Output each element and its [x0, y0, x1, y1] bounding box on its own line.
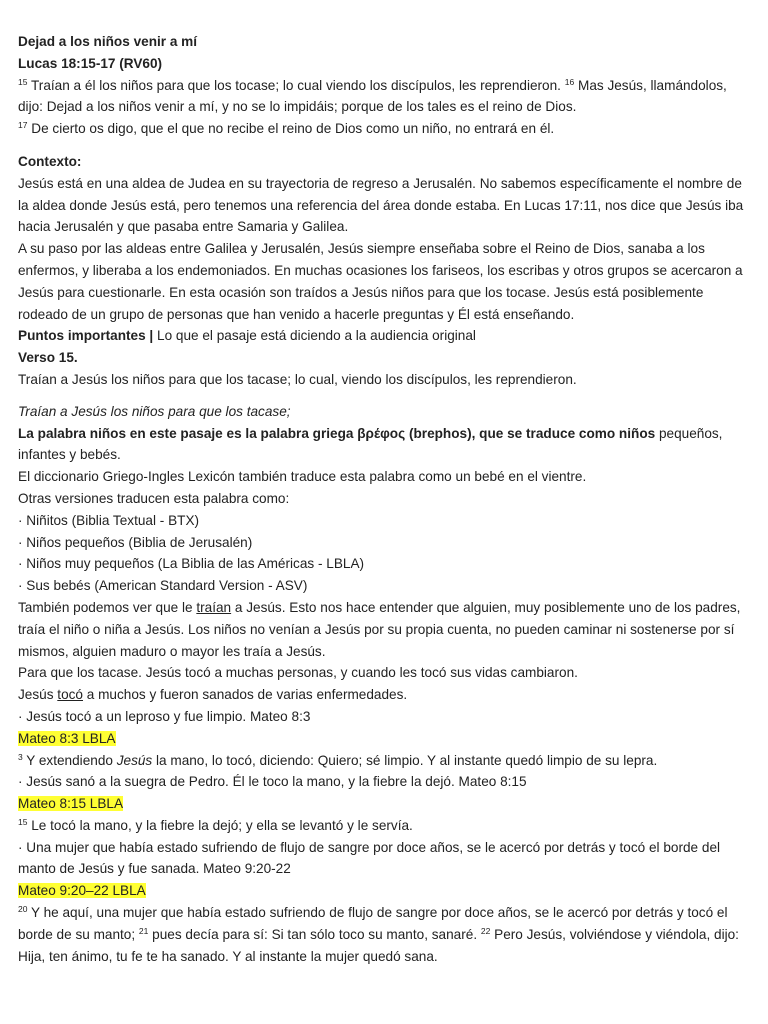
verse-number: 15 [18, 76, 28, 87]
verse-number: 15 [18, 816, 28, 827]
example-item: · Una mujer que había estado sufriendo de flujo de sangre por doce años, se le acercó por detrás y tocó el borde del manto de Jesús y fue sanada. Mateo 9:20-22 [18, 839, 721, 877]
document-title: Dejad a los niños venir a mí [18, 34, 198, 49]
greek-word-rest: pequeños, infantes y bebés. [18, 425, 723, 463]
example-verse [18, 902, 753, 967]
reference-highlight: Mateo 9:20–22 LBLA [18, 883, 146, 899]
scripture-passage [18, 75, 753, 140]
verse15-text: Traían a Jesús los niños para que los tacase; lo cual, viendo los discípulos, les reprendieron. [18, 371, 577, 387]
reference-highlight: Mateo 8:15 LBLA [18, 796, 124, 812]
points-description: Lo que el pasaje está diciendo a la audiencia original [153, 328, 476, 344]
verse-text-italic: Jesús [116, 752, 153, 768]
example-verse [18, 750, 753, 772]
highlighted-reference [18, 880, 753, 902]
highlighted-reference [18, 793, 753, 815]
greek-word-bold: La palabra niños en este pasaje es la palabra griega βρέφος (brephos), que se traduce como niños [18, 425, 656, 441]
verse-text: De cierto os digo, que el que no recibe el reino de Dios como un niño, no entrará en él. [27, 121, 555, 137]
verse-text: Y extendiendo [22, 752, 117, 768]
example-item: · Jesús tocó a un leproso y fue limpio. Mateo 8:3 [18, 708, 311, 724]
verse-number: 22 [480, 925, 491, 936]
version-item: · Sus bebés (American Standard Version - ASV) [18, 578, 308, 594]
text-run: Jesús [18, 687, 58, 703]
verse-number: 3 [18, 751, 23, 762]
text-run: a Jesús. Esto nos hace entender que alguien, muy posiblemente uno de los padres, traía el niño o niña a Jesús. Los niños no venían a Jesús por su propia cuenta, no pueden caminar ni sostenerse por sí mismos, alguien maduro o mayor les traía a Jesús. [18, 599, 741, 659]
underlined-word: traían [196, 599, 232, 615]
traian-paragraph [18, 597, 753, 662]
verse-text: Le tocó la mano, y la fiebre la dejó; y ella se levantó y le servía. [27, 817, 413, 833]
document-page [18, 31, 753, 967]
greek-word-paragraph [18, 423, 753, 467]
verse-quote: Traían a Jesús los niños para que los tacase; [18, 403, 291, 419]
points-line [18, 325, 753, 347]
example-item: · Jesús sanó a la suegra de Pedro. Él le toco la mano, y la fiebre la dejó. Mateo 8:15 [18, 774, 527, 790]
lexicon-paragraph: El diccionario Griego-Ingles Lexicón también traduce esta palabra como un bebé en el vientre. [18, 469, 587, 485]
toco-paragraph [18, 684, 753, 706]
highlighted-reference [18, 728, 753, 750]
verse-text: Pero Jesús, volviéndose y viéndola, dijo: Hija, ten ánimo, tu fe te ha sanado. Y al instante la mujer quedó sana. [18, 926, 739, 964]
verse15-heading: Verso 15. [18, 350, 78, 366]
verse-text: Mas Jesús, llamándolos, dijo: Dejad a los niños venir a mí, y no se lo impidáis; porque de los tales es el reino de Dios. [18, 77, 727, 115]
points-label: Puntos importantes | [18, 328, 154, 344]
context-heading: Contexto: [18, 153, 82, 169]
context-paragraph: Jesús está en una aldea de Judea en su trayectoria de regreso a Jerusalén. No sabemos específicamente el nombre de la aldea donde Jesús está, pero tenemos una referencia del área donde estaba. En Lucas 17:11, nos dice que Jesús iba hacia Jerusalén y que pasaba entre Samaria y Galilea. [18, 175, 744, 235]
verse-number: 20 [18, 904, 28, 915]
verse-number: 21 [138, 925, 149, 936]
verse-number: 17 [18, 120, 28, 131]
text-run: a muchos y fueron sanados de varias enfermedades. [83, 687, 408, 703]
underlined-word: tocó [57, 687, 83, 703]
version-item: · Niñitos (Biblia Textual - BTX) [18, 512, 200, 528]
scripture-reference: Lucas 18:15-17 (RV60) [18, 55, 163, 71]
example-verse [18, 815, 753, 837]
version-item: · Niños pequeños (Biblia de Jerusalén) [18, 534, 253, 550]
verse-text: Traían a él los niños para que los tocase; lo cual viendo los discípulos, les reprendieron. [27, 77, 561, 93]
verse-text: Y he aquí, una mujer que había estado sufriendo de flujo de sangre por doce años, se le acercó por detrás y tocó el borde de su manto; [18, 905, 728, 942]
context-paragraph: A su paso por las aldeas entre Galilea y Jerusalén, Jesús siempre enseñaba sobre el Reino de Dios, sanaba a los enfermos, y liberaba a los endemoniados. En muchas ocasiones los fariseos, los escribas y otros grupos se acercaron a Jesús para cuestionarle. En esta ocasión son traídos a Jesús niños para que los tocase. Jesús está posiblemente rodeado de un grupo de personas que han venido a hacerle preguntas y Él está enseñando. [18, 241, 743, 322]
verse-number: 16 [564, 76, 575, 87]
verse-text: la mano, lo tocó, diciendo: Quiero; sé limpio. Y al instante quedó limpio de su lepra. [152, 752, 658, 768]
version-item: · Niños muy pequeños (La Biblia de las Américas - LBLA) [18, 556, 365, 572]
versions-intro: Otras versiones traducen esta palabra como: [18, 490, 290, 506]
reference-highlight: Mateo 8:3 LBLA [18, 730, 116, 746]
tacase-paragraph: Para que los tacase. Jesús tocó a muchas personas, y cuando les tocó sus vidas cambiaron. [18, 665, 578, 681]
verse-text: pues decía para sí: Si tan sólo toco su manto, sanaré. [148, 926, 478, 942]
text-run: También podemos ver que le [18, 599, 197, 615]
